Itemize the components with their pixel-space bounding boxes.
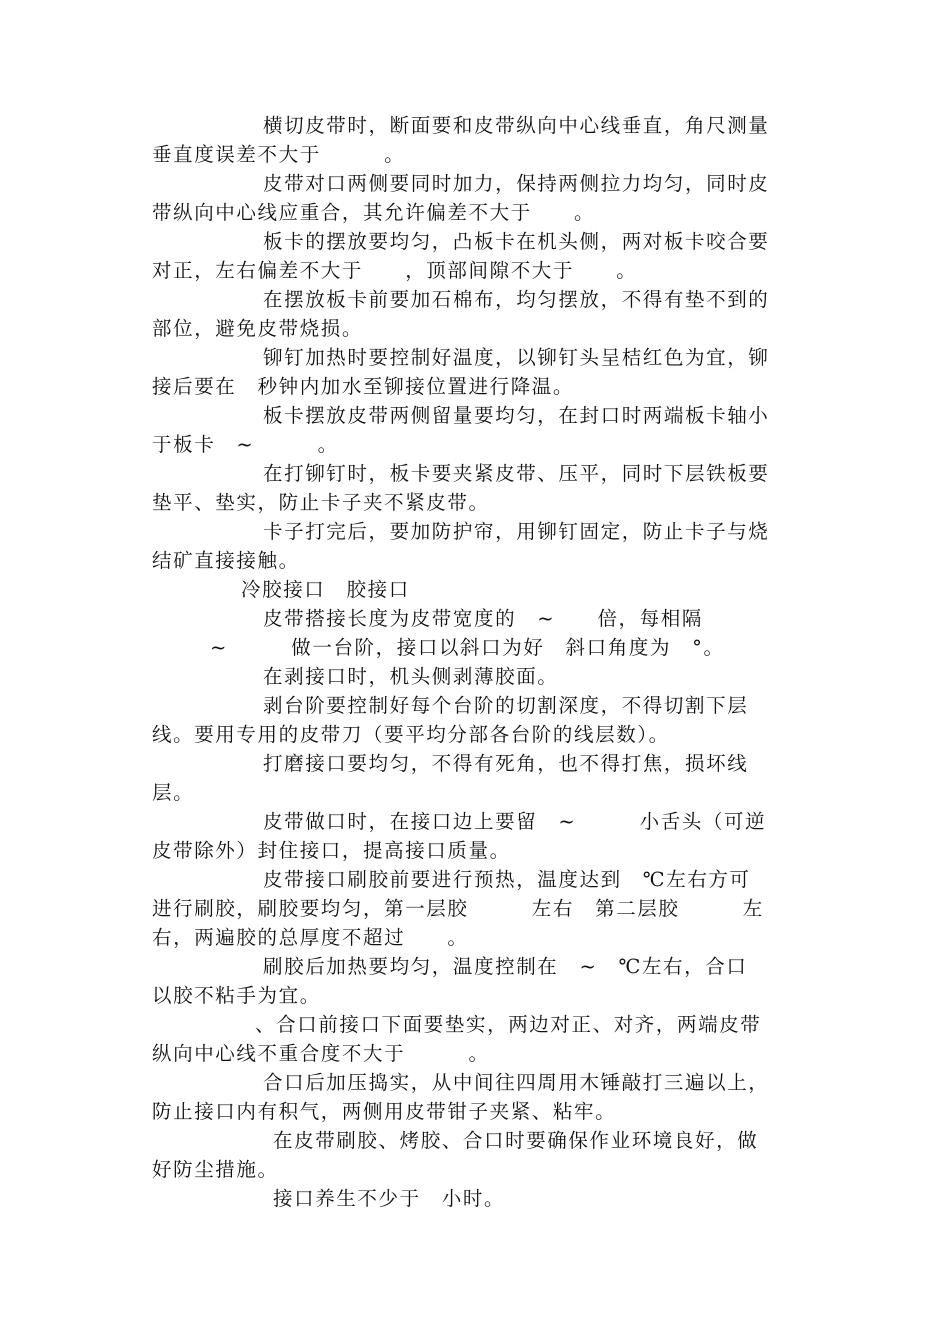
text-line: 在皮带刷胶、烤胶、合口时要确保作业环境良好，做: [273, 1129, 759, 1152]
text-line: 线。要用专用的皮带刀（要平均分部各台阶的线层数）。: [152, 723, 670, 746]
text-line: 卡子打完后，要加防护帘，用铆钉固定，防止卡子与烧: [263, 520, 770, 543]
text-line: 垫平、垫实，防止卡子夹不紧皮带。: [152, 491, 490, 514]
text-line: 纵向中心线不重合度不大于 。: [152, 1042, 490, 1065]
text-line: 铆钉加热时要控制好温度，以铆钉头呈桔红色为宜，铆: [263, 346, 770, 369]
text-line: 好防尘措施。: [152, 1158, 279, 1181]
text-line: 接口养生不少于 小时。: [273, 1187, 506, 1210]
text-line: 、合口前接口下面要垫实，两边对正、对齐，两端皮带: [255, 1013, 762, 1036]
text-line: 刷胶后加热要均匀，温度控制在 ~ ℃左右，合口: [263, 955, 748, 978]
text-line: 皮带搭接长度为皮带宽度的 ~ 倍，每相隔: [263, 607, 703, 630]
text-line: 皮带做口时，在接口边上要留 ~ 小舌头（可逆: [263, 810, 767, 833]
text-line: 进行刷胶，刷胶要均匀，第一层胶 左右 第二层胶 左: [152, 897, 764, 920]
text-line: 板卡的摆放要均匀，凸板卡在机头侧，两对板卡咬合要: [263, 230, 770, 253]
section-heading: 冷胶接口 胶接口: [241, 578, 410, 601]
text-line: 横切皮带时，断面要和皮带纵向中心线垂直，角尺测量: [263, 114, 770, 137]
text-line: ~ 做一台阶，接口以斜口为好 斜口角度为 °。: [210, 636, 725, 659]
text-line: 层。: [152, 781, 195, 804]
text-line: 结矿直接接触。: [152, 549, 300, 572]
text-line: 板卡摆放皮带两侧留量要均匀，在封口时两端板卡轴小: [263, 404, 770, 427]
text-line: 在摆放板卡前要加石棉布，均匀摆放，不得有垫不到的: [263, 288, 770, 311]
text-line: 对正，左右偏差不大于 ，顶部间隙不大于 。: [152, 259, 638, 282]
text-line: 带纵向中心线应重合，其允许偏差不大于 。: [152, 201, 596, 224]
text-line: 以胶不粘手为宜。: [152, 984, 321, 1007]
text-line: 剥台阶要控制好每个台阶的切割深度，不得切割下层: [263, 694, 749, 717]
text-line: 右，两遍胶的总厚度不超过 。: [152, 926, 469, 949]
text-line: 皮带除外）封住接口，提高接口质量。: [152, 839, 511, 862]
text-line: 打磨接口要均匀，不得有死角，也不得打焦，损坏线: [263, 752, 749, 775]
text-line: 皮带接口刷胶前要进行预热，温度达到 ℃左右方可: [263, 868, 751, 891]
text-line: 合口后加压捣实，从中间往四周用木锤敲打三遍以上，: [263, 1071, 770, 1094]
text-line: 部位，避免皮带烧损。: [152, 317, 364, 340]
text-line: 接后要在 秒钟内加水至铆接位置进行降温。: [152, 375, 575, 398]
text-line: 在剥接口时，机头侧剥薄胶面。: [263, 665, 559, 688]
text-line: 垂直度误差不大于 。: [152, 143, 406, 166]
text-line: 皮带对口两侧要同时加力，保持两侧拉力均匀，同时皮: [263, 172, 770, 195]
text-line: 于板卡 ~ 。: [152, 433, 339, 456]
text-line: 在打铆钉时，板卡要夹紧皮带、压平，同时下层铁板要: [263, 462, 770, 485]
text-line: 防止接口内有积气，两侧用皮带钳子夹紧、粘牢。: [152, 1100, 617, 1123]
